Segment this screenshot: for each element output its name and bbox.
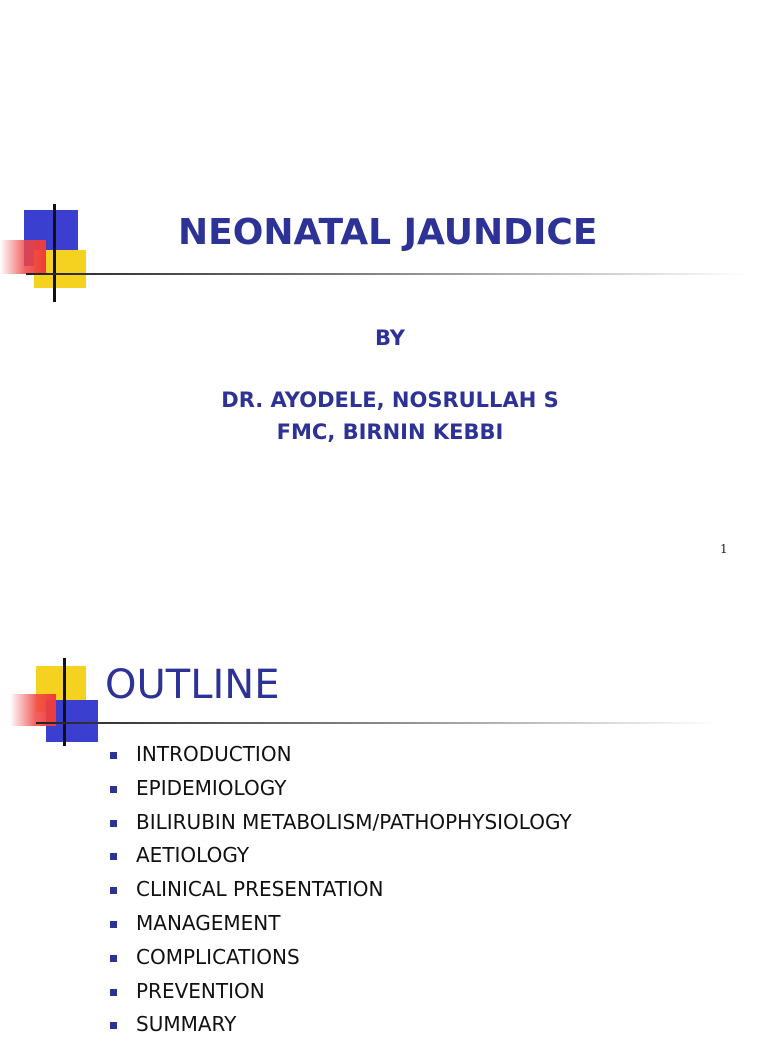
square-bullet-icon [110,820,117,827]
page-number: 1 [720,542,728,556]
list-item [110,1008,572,1042]
square-bullet-icon [110,955,117,962]
list-item-label: CLINICAL PRESENTATION [136,877,384,902]
institution-name: FMC, BIRNIN KEBBI [276,420,504,444]
outline-slide [0,600,768,1037]
list-item [110,806,572,840]
list-item [110,873,572,907]
list-item [110,839,572,873]
list-item-label: EPIDEMIOLOGY [136,775,287,800]
decoration-horizontal-line [36,722,716,724]
list-item [110,738,572,772]
by-label: BY [374,326,406,350]
list-item-label: MANAGEMENT [136,910,281,935]
decoration-vertical-line [63,658,66,746]
square-bullet-icon [110,1022,117,1029]
square-bullet-icon [110,853,117,860]
outline-list [110,738,572,1042]
list-item-label: PREVENTION [136,978,265,1003]
square-bullet-icon [110,752,117,759]
list-item-label: AETIOLOGY [136,843,250,868]
decoration-vertical-line [53,204,56,302]
list-item-label: SUMMARY [136,1012,237,1037]
decoration-horizontal-line [26,273,746,275]
decoration-red-square [0,240,46,274]
list-item [110,941,572,975]
square-bullet-icon [110,887,117,894]
outline-title: OUTLINE [105,662,280,708]
square-bullet-icon [110,989,117,996]
list-item [110,772,572,806]
list-item-label: BILIRUBIN METABOLISM/PATHOPHYSIOLOGY [136,809,572,834]
square-bullet-icon [110,786,117,793]
slide-title: NEONATAL JAUNDICE [178,212,598,253]
list-item-label: COMPLICATIONS [136,944,300,969]
list-item-label: INTRODUCTION [136,742,292,766]
list-item [110,907,572,941]
square-bullet-icon [110,921,117,928]
list-item [110,975,572,1009]
author-name: DR. AYODELE, NOSRULLAH S [221,388,559,412]
